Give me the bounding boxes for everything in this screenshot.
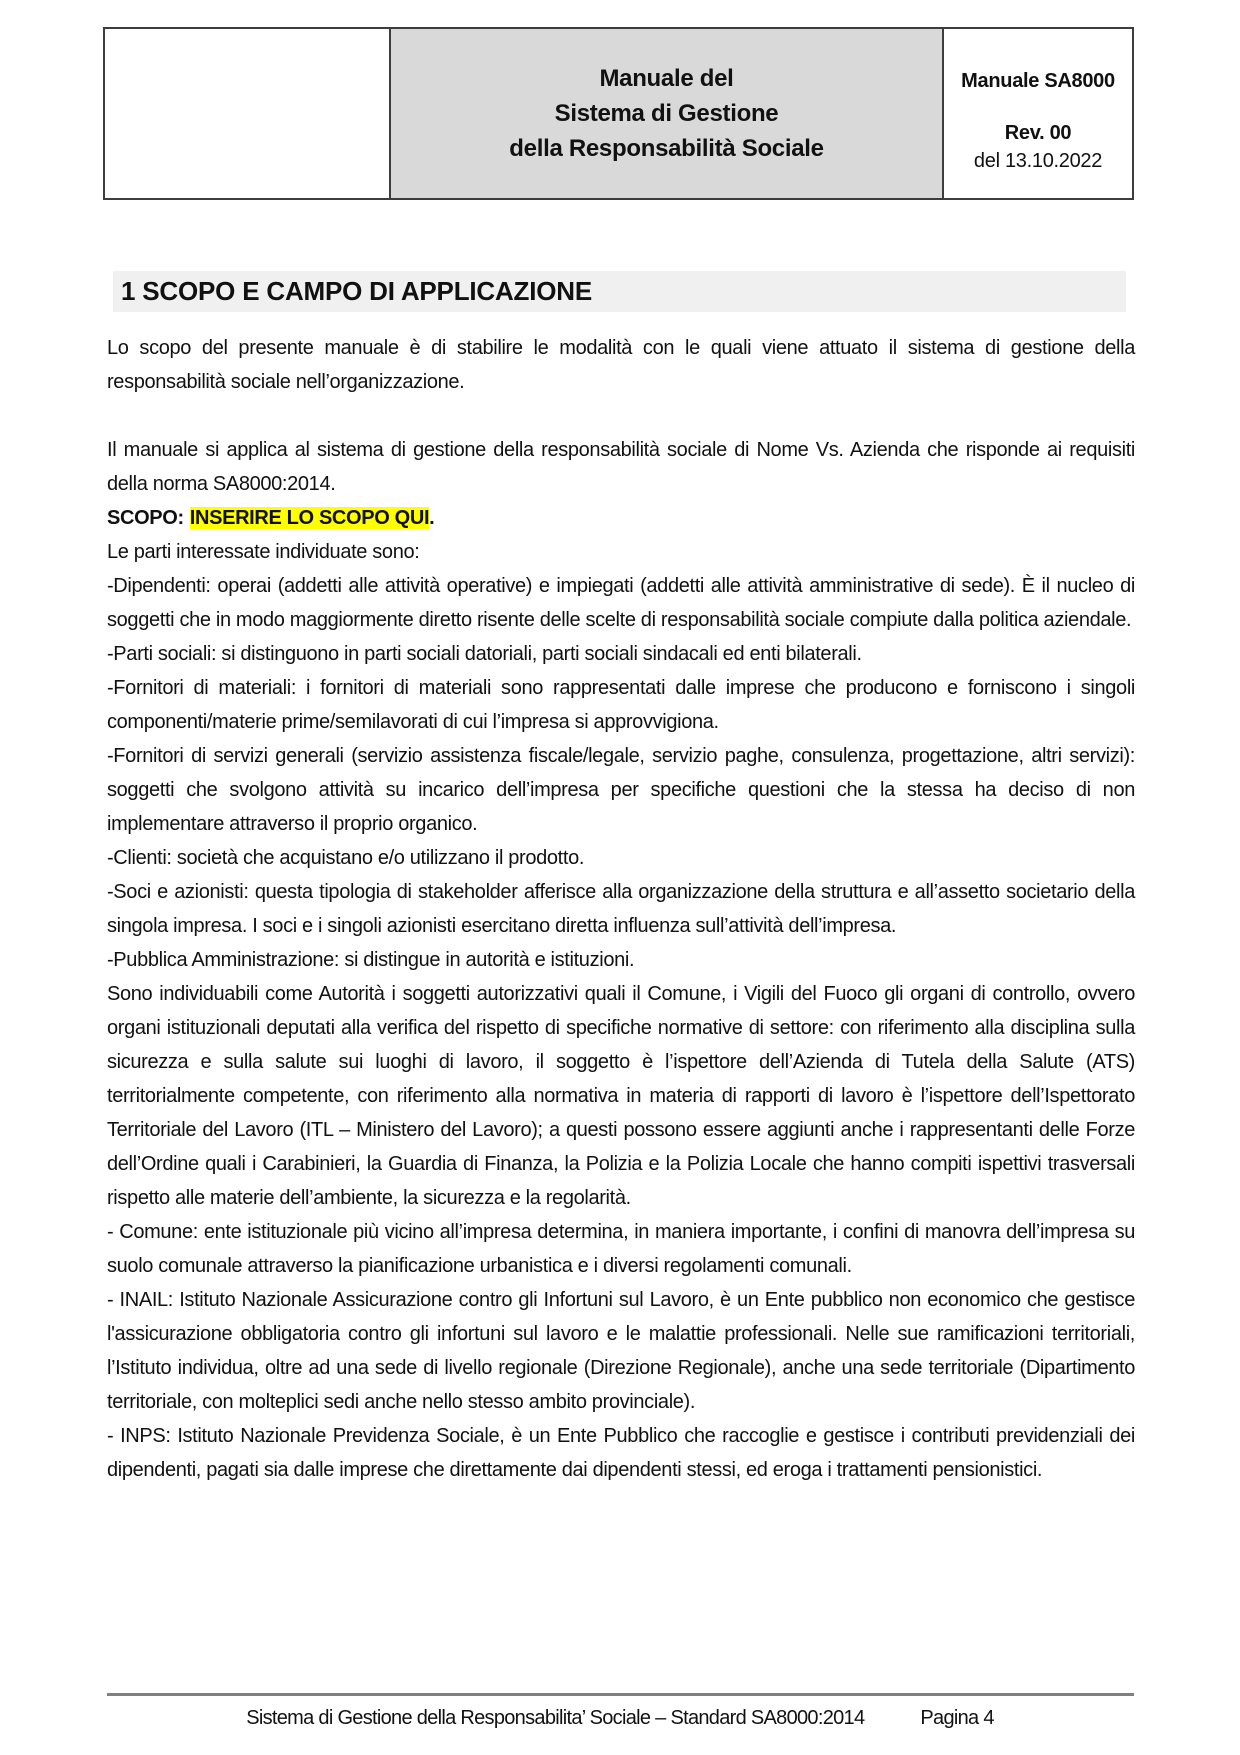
manual-title-cell	[391, 29, 944, 198]
intro-paragraph-2: Il manuale si applica al sistema di gestione della responsabilità sociale di Nome Vs. Azienda che risponde ai requisiti della norma SA8000:2014.	[107, 439, 1135, 495]
logo-cell	[105, 29, 391, 198]
autorita-paragraph: Sono individuabili come Autorità i soggetti autorizzativi quali il Comune, i Vigili del Fuoco gli organi di controllo, ovvero organi istituzionali deputati alla verifica del rispetto di specifiche normative di settore: con riferimento alla disciplina sulla sicurezza e sulla salute sui luoghi di lavoro, il soggetto è l’ispettore dell’Azienda di Tutela della Salute (ATS) territorialmente competente, con riferimento alla normativa in materia di rapporti di lavoro è l’ispettore dell’Ispettorato Territoriale del Lavoro (ITL – Ministero del Lavoro); a questi possono essere aggiunti anche i rappresentanti delle Forze dell’Ordine quali i Carabinieri, la Guardia di Finanza, la Polizia e la Polizia Locale che hanno compiti ispettivi trasversali rispetto alle materie dell’ambiente, la sicurezza e la regolarità.	[107, 983, 1135, 1209]
revision-number: Rev. 00	[1004, 122, 1072, 144]
page-footer	[0, 1704, 1240, 1732]
stakeholder-soci-azionisti: -Soci e azionisti: questa tipologia di stakeholder afferisce alla organizzazione della struttura e all’assetto societario della singola impresa. I soci e i singoli azionisti esercitano diretta influenza sull’attività dell’impresa.	[107, 881, 1135, 937]
manual-title-line: della Responsabilità Sociale	[509, 135, 824, 162]
manual-title-line: Manuale del	[599, 65, 734, 92]
scopo-period: .	[429, 507, 435, 529]
parti-interessate-lead: Le parti interessate individuate sono:	[107, 541, 420, 563]
stakeholder-fornitori-servizi: -Fornitori di servizi generali (servizio assistenza fiscale/legale, servizio paghe, consulenza, progettazione, altri servizi): soggetti che svolgono attività su incarico dell’impresa per specifiche questioni che la stessa ha deciso di non implementare attraverso il proprio organico.	[107, 745, 1135, 835]
stakeholder-parti-sociali: -Parti sociali: si distinguono in parti sociali datoriali, parti sociali sindacali ed enti bilaterali.	[107, 643, 862, 665]
inps-paragraph: - INPS: Istituto Nazionale Previdenza Sociale, è un Ente Pubblico che raccoglie e gestisce i contributi previdenziali dei dipendenti, pagati sia dalle imprese che direttamente dai dipendenti stessi, ed eroga i trattamenti pensionistici.	[107, 1425, 1135, 1481]
scopo-label: SCOPO:	[107, 507, 184, 529]
footer-rule	[107, 1693, 1134, 1696]
footer-page-number: Pagina 4	[920, 1707, 994, 1729]
scopo-placeholder-highlight: INSERIRE LO SCOPO QUI	[189, 507, 430, 529]
document-code: Manuale SA8000	[961, 70, 1115, 92]
stakeholder-clienti: -Clienti: società che acquistano e/o utilizzano il prodotto.	[107, 847, 585, 869]
scopo-line	[107, 501, 1135, 535]
footer-document-title: Sistema di Gestione della Responsabilita’ Sociale – Standard SA8000:2014	[246, 1707, 865, 1729]
revision-date: del 13.10.2022	[973, 150, 1103, 172]
section-heading: 1 SCOPO E CAMPO DI APPLICAZIONE	[113, 271, 1126, 312]
stakeholder-dipendenti: -Dipendenti: operai (addetti alle attività operative) e impiegati (addetti alle attività amministrative di sede). È il nucleo di soggetti che in modo maggiormente diretto risente delle scelte di responsabilità sociale compiute dalla politica aziendale.	[107, 575, 1135, 631]
header-table	[103, 27, 1134, 200]
revision-cell	[944, 29, 1132, 198]
body-content	[107, 331, 1135, 1487]
stakeholder-fornitori-materiali: -Fornitori di materiali: i fornitori di materiali sono rappresentati dalle imprese che producono e forniscono i singoli componenti/materie prime/semilavorati di cui l’impresa si approvvigiona.	[107, 677, 1135, 733]
manual-title-line: Sistema di Gestione	[554, 100, 779, 127]
intro-paragraph-1: Lo scopo del presente manuale è di stabilire le modalità con le quali viene attuato il sistema di gestione della responsabilità sociale nell’organizzazione.	[107, 337, 1135, 393]
inail-paragraph: - INAIL: Istituto Nazionale Assicurazione contro gli Infortuni sul Lavoro, è un Ente pubblico non economico che gestisce l'assicurazione obbligatoria contro gli infortuni sul lavoro e le malattie professionali. Nelle sue ramificazioni territoriali, l’Istituto individua, oltre ad una sede di livello regionale (Direzione Regionale), anche una sede territoriale (Dipartimento territoriale, con molteplici sedi anche nello stesso ambito provinciale).	[107, 1289, 1135, 1413]
comune-paragraph: - Comune: ente istituzionale più vicino all’impresa determina, in maniera importante, i confini di manovra dell’impresa su suolo comunale attraverso la pianificazione urbanistica e i diversi regolamenti comunali.	[107, 1221, 1135, 1277]
blank-line	[107, 399, 1135, 433]
stakeholder-pubblica-amministrazione: -Pubblica Amministrazione: si distingue in autorità e istituzioni.	[107, 949, 635, 971]
